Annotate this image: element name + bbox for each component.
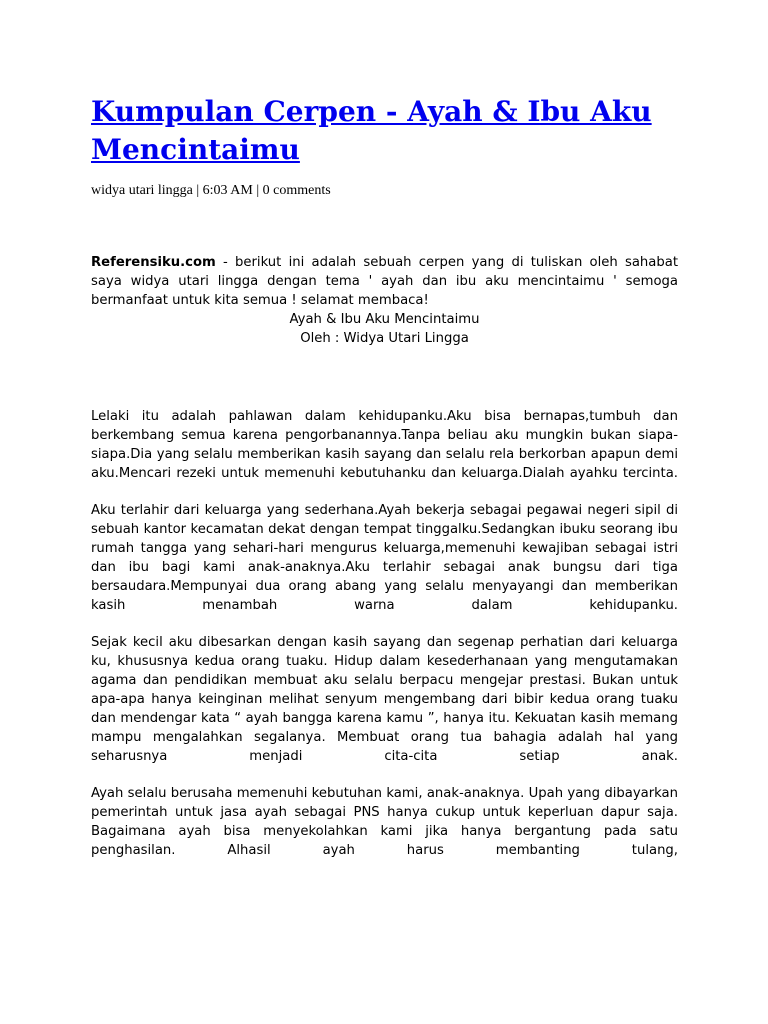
post-meta: widya utari lingga | 6:03 AM | 0 comments	[91, 183, 331, 198]
story-paragraph: Ayah selalu berusaha memenuhi kebutuhan kami, anak-anaknya. Upah yang dibayarkan pemerintah untuk jasa ayah sebagai PNS hanya cukup untuk keperluan dapur saja. Bagaimana ayah bisa menyekolahkan kami jika hanya bergantung pada satu penghasilan. Alhasil ayah harus membanting tulang,	[91, 786, 678, 858]
story-paragraph: Sejak kecil aku dibesarkan dengan kasih sayang dan segenap perhatian dari keluarga ku, khususnya kedua orang tuaku. Hidup dalam kesederhanaan yang mengutamakan agama dan pendidikan membuat aku selalu berpacu mengejar prestasi. Bukan untuk apa-apa hanya keinginan melihat senyum mengembang dari bibir kedua orang tuaku dan mendengar kata “ ayah bangga karena kamu ”, hanya itu. Kekuatan kasih memang mampu mengalahkan segalanya. Membuat orang tua bahagia adalah hal yang seharusnya menjadi cita-cita setiap anak.	[91, 635, 678, 764]
site-name: Referensiku.com	[91, 255, 216, 270]
post-title-link[interactable]: Kumpulan Cerpen - Ayah & Ibu Aku Mencintaimu	[91, 95, 652, 166]
story-paragraph: Aku terlahir dari keluarga yang sederhana.Ayah bekerja sebagai pegawai negeri sipil di sebuah kantor kecamatan dekat dengan tempat tinggalku.Sedangkan ibuku seorang ibu rumah tangga yang sehari-hari mengurus keluarga,memenuhi kewajiban sebagai istri dan ibu bagi kami anak-anaknya.Aku terlahir sebagai anak bungsu dari tiga bersaudara.Mempunyai dua orang abang yang selalu menyayangi dan memberikan kasih menambah warna dalam kehidupanku.	[91, 503, 678, 613]
intro-text: - berikut ini adalah sebuah cerpen yang di tuliskan oleh sahabat saya widya utari lingga dengan tema ' ayah dan ibu aku mencintaimu ' semoga bermanfaat untuk kita semua ! selamat membaca!	[91, 255, 678, 308]
spacer	[91, 348, 678, 407]
article-body	[91, 253, 678, 878]
story-paragraph: Lelaki itu adalah pahlawan dalam kehidupanku.Aku bisa bernapas,tumbuh dan berkembang semua karena pengorbanannya.Tanpa beliau aku mungkin bukan siapa-siapa.Dia yang selalu memberikan kasih sayang dan selalu rela berkorban apapun demi aku.Mencari rezeki untuk memenuhi kebutuhanku dan keluarga.Dialah ayahku tercinta.	[91, 409, 678, 481]
story-title: Ayah & Ibu Aku Mencintaimu	[289, 312, 480, 327]
intro-paragraph	[91, 253, 678, 310]
author-line: Oleh : Widya Utari Lingga	[300, 331, 469, 346]
